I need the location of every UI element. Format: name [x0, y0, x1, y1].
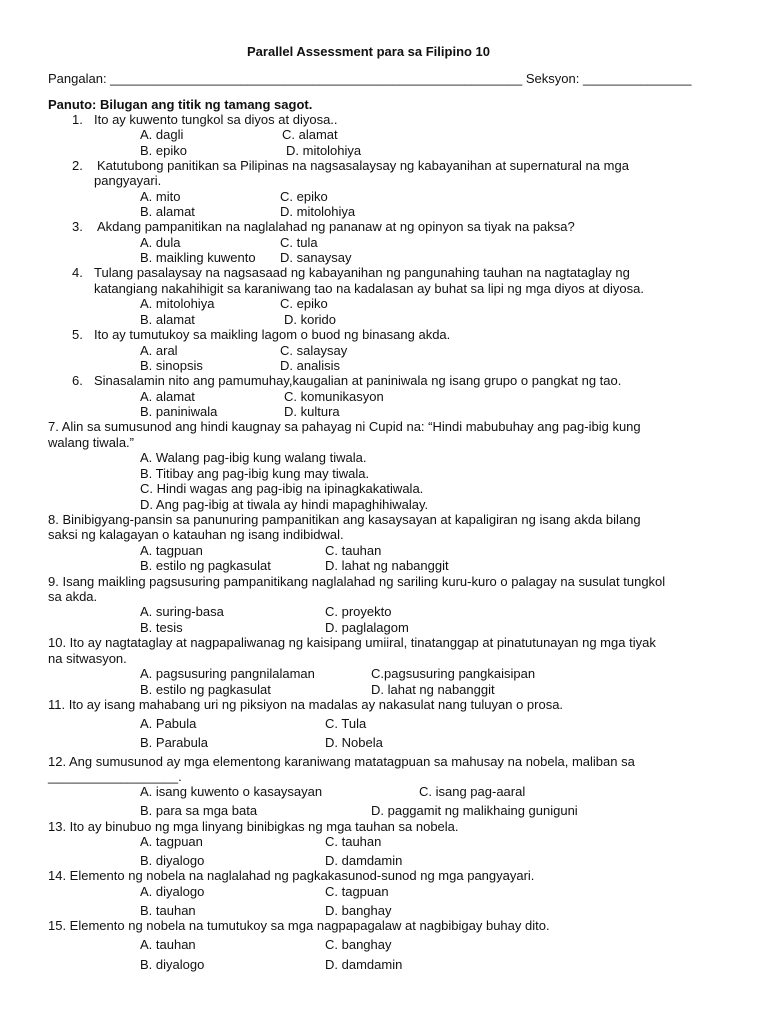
- choice: B. tesis: [140, 620, 183, 635]
- choice: C. tagpuan: [325, 884, 389, 899]
- document-title: Parallel Assessment para sa Filipino 10: [247, 44, 491, 59]
- question-text: Ito ay tumutukoy sa maikling lagom o buod ng binasang akda.: [94, 327, 451, 342]
- choice: C. banghay: [325, 937, 392, 952]
- choice: D. Ang pag-ibig at tiwala ay hindi mapaghihiwalay.: [140, 497, 429, 512]
- choice: A. alamat: [140, 389, 195, 404]
- choice: D. lahat ng nabanggit: [371, 682, 495, 697]
- choice: B. estilo ng pagkasulat: [140, 682, 271, 697]
- choice: C. Tula: [325, 716, 367, 731]
- choice: D. analisis: [280, 358, 340, 373]
- question-text: Akdang pampanitikan na naglalahad ng pananaw at ng opinyon sa tiyak na paksa?: [97, 219, 575, 234]
- question-text-cont: __________________.: [48, 769, 182, 784]
- question-text: 8. Binibigyang-pansin sa panunuring pampanitikan ang kasaysayan at kapaligiran ng isang akda bilang: [48, 512, 641, 527]
- question-text: Katutubong panitikan sa Pilipinas na nagsasalaysay ng kabayanihan at supernatural na mga: [97, 158, 629, 173]
- choice: B. estilo ng pagkasulat: [140, 558, 271, 573]
- choice: C. komunikasyon: [284, 389, 384, 404]
- question-text: 12. Ang sumusunod ay mga elementong karaniwang matatagpuan sa mahusay na nobela, maliban sa: [48, 754, 635, 769]
- question-number: 2.: [72, 158, 83, 173]
- choice: A. aral: [140, 343, 178, 358]
- choice: D. korido: [284, 312, 337, 327]
- choice: B. epiko: [140, 143, 187, 158]
- choice: C. alamat: [282, 127, 338, 142]
- question-text-cont: saksi ng kalagayan o katauhan ng isang indibidwal.: [48, 527, 344, 542]
- choice: A. isang kuwento o kasaysayan: [140, 784, 323, 799]
- choice: C. tauhan: [325, 543, 382, 558]
- question-number: 3.: [72, 219, 83, 234]
- question-text: Sinasalamin nito ang pamumuhay,kaugalian at paniniwala ng isang grupo o pangkat ng tao.: [94, 373, 622, 388]
- choice: A. tagpuan: [140, 543, 203, 558]
- question-text-cont: na sitwasyon.: [48, 651, 127, 666]
- choice: C. epiko: [280, 189, 328, 204]
- choice: B. alamat: [140, 204, 195, 219]
- question-text-cont: katangiang nakahihigit sa karaniwang tao na kadalasan ay buhat sa lipi ng mga diyos at diyosa.: [94, 281, 644, 296]
- choice: A. tauhan: [140, 937, 196, 952]
- choice: D. mitolohiya: [286, 143, 362, 158]
- choice: D. damdamin: [325, 853, 403, 868]
- question-text-cont: walang tiwala.”: [48, 435, 134, 450]
- choice: B. alamat: [140, 312, 195, 327]
- choice: B. para sa mga bata: [140, 803, 258, 818]
- choice: B. diyalogo: [140, 957, 205, 972]
- choice: B. sinopsis: [140, 358, 203, 373]
- question-text: 7. Alin sa sumusunod ang hindi kaugnay sa pahayag ni Cupid na: “Hindi mabubuhay ang pag-ibig kung: [48, 419, 641, 434]
- choice: C.pagsusuring pangkaisipan: [371, 666, 536, 681]
- question-text: 11. Ito ay isang mahabang uri ng piksiyon na madalas ay nakasulat nang tuluyan o prosa.: [48, 697, 564, 712]
- instructions: Panuto: Bilugan ang titik ng tamang sagot.: [48, 97, 313, 112]
- question-text: Ito ay kuwento tungkol sa diyos at diyosa..: [94, 112, 338, 127]
- choice: D. sanaysay: [280, 250, 352, 265]
- choice: D. paglalagom: [325, 620, 409, 635]
- question-text-cont: sa akda.: [48, 589, 98, 604]
- question-text: 10. Ito ay nagtataglay at nagpapaliwanag ng kaisipang umiiral, tinatanggap at pinatutunayan ng mga tiyak: [48, 635, 656, 650]
- choice: A. tagpuan: [140, 834, 203, 849]
- question-number: 1.: [72, 112, 83, 127]
- choice: B. maikling kuwento: [140, 250, 256, 265]
- choice: B. Parabula: [140, 735, 208, 750]
- name-section-line: Pangalan: _________________________________________________________ Seksyon: _______________: [48, 71, 692, 86]
- choice: B. paniniwala: [140, 404, 218, 419]
- choice: C. Hindi wagas ang pag-ibig na ipinagkakatiwala.: [140, 481, 424, 496]
- choice: D. mitolohiya: [280, 204, 356, 219]
- choice: C. tauhan: [325, 834, 382, 849]
- choice: D. kultura: [284, 404, 340, 419]
- choice: C. tula: [280, 235, 318, 250]
- choice: C. salaysay: [280, 343, 348, 358]
- question-number: 4.: [72, 265, 83, 280]
- choice: C. epiko: [280, 296, 328, 311]
- choice: A. pagsusuring pangnilalaman: [140, 666, 315, 681]
- choice: B. tauhan: [140, 903, 196, 918]
- choice: D. Nobela: [325, 735, 383, 750]
- question-number: 5.: [72, 327, 83, 342]
- choice: A. diyalogo: [140, 884, 205, 899]
- choice: A. Pabula: [140, 716, 197, 731]
- choice: C. isang pag-aaral: [419, 784, 526, 799]
- choice: A. dagli: [140, 127, 184, 142]
- question-text: 14. Elemento ng nobela na naglalahad ng pagkakasunod-sunod ng mga pangyayari.: [48, 868, 535, 883]
- choice: D. paggamit ng malikhaing guniguni: [371, 803, 578, 818]
- choice: B. diyalogo: [140, 853, 205, 868]
- question-number: 6.: [72, 373, 83, 388]
- choice: C. proyekto: [325, 604, 392, 619]
- question-text: Tulang pasalaysay na nagsasaad ng kabayanihan ng pangunahing tauhan na nagtataglay ng: [94, 265, 630, 280]
- question-text: 9. Isang maikling pagsusuring pampanitikang naglalahad ng sariling kuru-kuro o palagay na susulat tungkol: [48, 574, 666, 589]
- choice: A. dula: [140, 235, 181, 250]
- question-text: 15. Elemento ng nobela na tumutukoy sa mga nagpapagalaw at nagbibigay buhay dito.: [48, 918, 550, 933]
- question-text: 13. Ito ay binubuo ng mga linyang binibigkas ng mga tauhan sa nobela.: [48, 819, 459, 834]
- choice: D. lahat ng nabanggit: [325, 558, 449, 573]
- choice: A. suring-basa: [140, 604, 224, 619]
- question-text-cont: pangyayari.: [94, 173, 162, 188]
- choice: A. Walang pag-ibig kung walang tiwala.: [140, 450, 367, 465]
- choice: A. mitolohiya: [140, 296, 215, 311]
- choice: B. Titibay ang pag-ibig kung may tiwala.: [140, 466, 370, 481]
- choice: D. banghay: [325, 903, 392, 918]
- choice: D. damdamin: [325, 957, 403, 972]
- choice: A. mito: [140, 189, 181, 204]
